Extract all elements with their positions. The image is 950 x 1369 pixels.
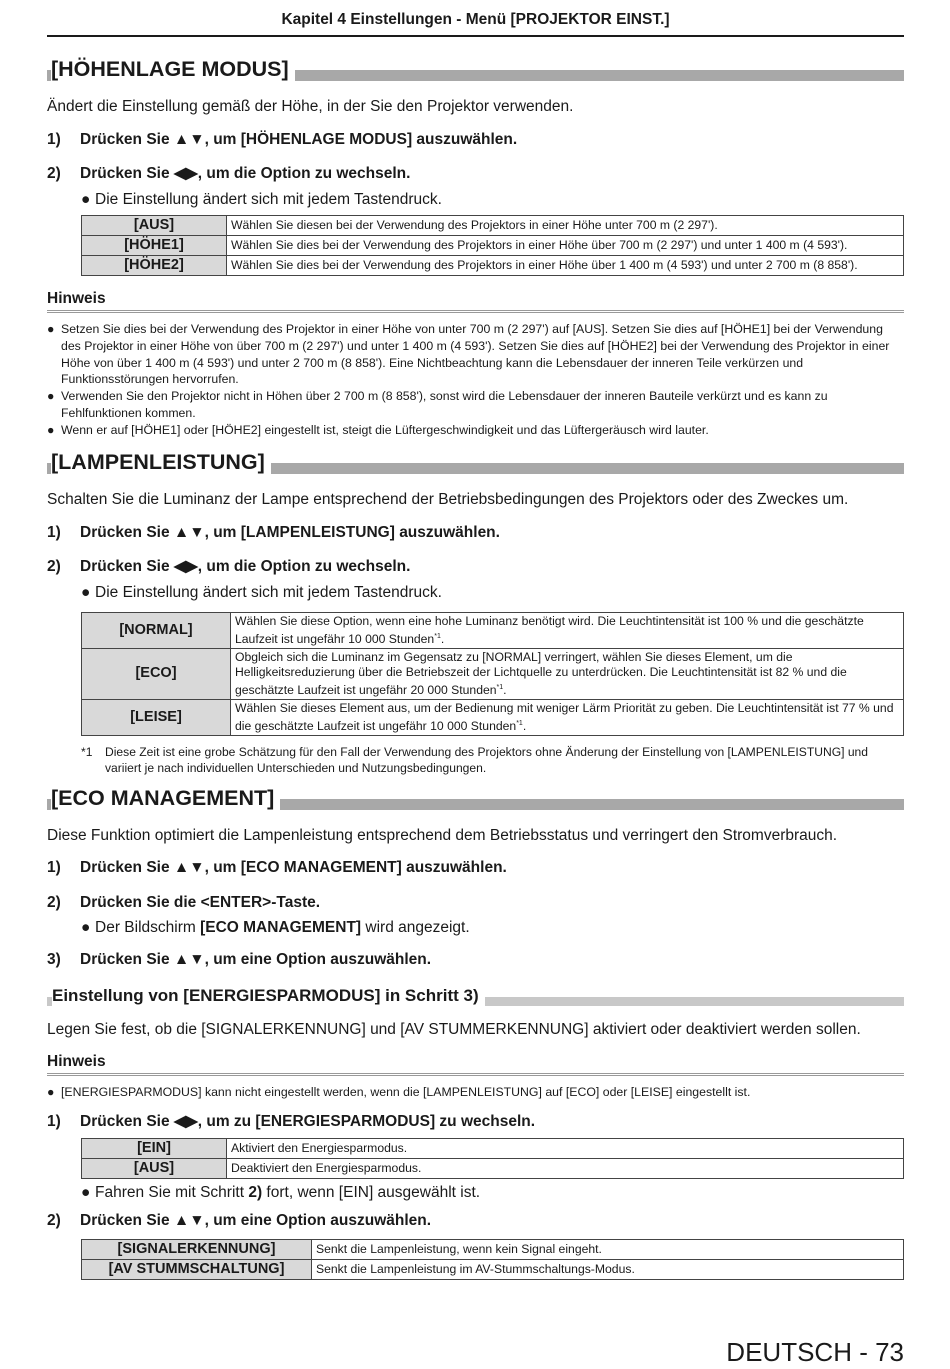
step: 1) Drücken Sie ▲▼, um [LAMPENLEISTUNG] auszuwählen.: [47, 523, 500, 541]
section-heading-lampenleistung: [LAMPENLEISTUNG]: [47, 444, 904, 478]
table-row: [HÖHE2] Wählen Sie dies bei der Verwendung des Projektors in einer Höhe über 1 400 m (4 593') und unter 2 700 m (8 858').: [82, 256, 904, 276]
section-intro: Ändert die Einstellung gemäß der Höhe, in der Sie den Projektor verwenden.: [47, 98, 574, 115]
note-heading: Hinweis: [47, 1053, 904, 1076]
section-heading-eco-management: [ECO MANAGEMENT]: [47, 780, 904, 814]
note-item: ● Wenn er auf [HÖHE1] oder [HÖHE2] eingestellt ist, steigt die Lüftergeschwindigkeit und das Lüftergeräusch wird lauter.: [47, 422, 709, 437]
table-row: [AV STUMMSCHALTUNG] Senkt die Lampenleistung im AV-Stummschaltungs-Modus.: [82, 1259, 904, 1279]
step: 2) Drücken Sie die <ENTER>-Taste.: [47, 893, 321, 911]
bullet-item: ● Der Bildschirm [ECO MANAGEMENT] wird angezeigt.: [81, 918, 470, 936]
options-table: [81, 215, 904, 276]
step: 3) Drücken Sie ▲▼, um eine Option auszuwählen.: [47, 950, 432, 968]
chapter-header: Kapitel 4 Einstellungen - Menü [PROJEKTOR EINST.]: [47, 0, 904, 37]
table-row: [HÖHE1] Wählen Sie dies bei der Verwendung des Projektors in einer Höhe über 700 m (2 297') und unter 1 400 m (4 593').: [82, 236, 904, 256]
section-intro: Schalten Sie die Luminanz der Lampe entsprechend der Betriebsbedingungen des Projektors oder des Zweckes um.: [47, 490, 849, 508]
section-heading-hoehenlage: [HÖHENLAGE MODUS]: [47, 51, 904, 85]
step: 2) Drücken Sie ◀▶, um die Option zu wechseln.: [47, 557, 411, 575]
page-number-footer: DEUTSCH - 73: [726, 1337, 904, 1367]
step: 2) Drücken Sie ◀▶, um die Option zu wechseln.: [47, 165, 411, 182]
bullet-item: ● Die Einstellung ändert sich mit jedem Tastendruck.: [81, 191, 442, 208]
table-row: [ECO] Obgleich sich die Luminanz im Gegensatz zu [NORMAL] verringert, wählen Sie dieses Element, um die Helligkeitsreduzierung über die Betriebszeit der Lichtquelle zu unterdrücken. Die Leuchtintensität ist 82 % und die geschätzte Laufzeit ist ungefähr 20 000 Stunden$^{*1}$.: [82, 648, 904, 699]
step: 1) Drücken Sie ▲▼, um [ECO MANAGEMENT] auszuwählen.: [47, 858, 507, 876]
note-item: ● Setzen Sie dies bei der Verwendung des Projektor in einer Höhe von unter 700 m (2 297') auf [AUS]. Setzen Sie dies auf [HÖHE1] bei der Verwendung des Projektor in einer Höhe von über 700 m (2 297') und unter 1 400 m (4 593'). Setzen Sie dies auf [HÖHE2] bei der Verwendung des Projektor in einer Höhe von über 1 400 m (4 593') und unter 2 700 m (8 858'). Eine Nichtbeachtung kann die Lebensdauer der inneren Teile verkürzen und Funktionsstörungen hervorrufen.: [47, 322, 890, 387]
step: 2) Drücken Sie ▲▼, um eine Option auszuwählen.: [47, 1211, 432, 1229]
note-item: ● Verwenden Sie den Projektor nicht in Höhen über 2 700 m (8 858'), sonst wird die Lebensdauer der inneren Bauteile verkürzt und es kann zu Fehlfunktionen kommen.: [47, 389, 828, 420]
subsection-intro: Legen Sie fest, ob die [SIGNALERKENNUNG] und [AV STUMMERKENNUNG] aktiviert oder deaktiviert werden sollen.: [47, 1020, 861, 1038]
page: [47, 0, 904, 1280]
table-row: [EIN] Aktiviert den Energiesparmodus.: [82, 1138, 904, 1158]
options-table: [81, 612, 904, 736]
bullet-item: ● Die Einstellung ändert sich mit jedem Tastendruck.: [81, 583, 442, 601]
step: 1) Drücken Sie ◀▶, um zu [ENERGIESPARMODUS] zu wechseln.: [47, 1112, 536, 1130]
step: 1) Drücken Sie ▲▼, um [HÖHENLAGE MODUS] auszuwählen.: [47, 131, 518, 148]
options-table: [81, 1138, 904, 1179]
table-row: [AUS] Deaktiviert den Energiesparmodus.: [82, 1158, 904, 1178]
table-row: [NORMAL] Wählen Sie diese Option, wenn eine hohe Luminanz benötigt wird. Die Leuchtintensität ist 100 % und die geschätzte Laufzeit ist ungefähr 10 000 Stunden$^{*1}$.: [82, 612, 904, 648]
table-row: [LEISE] Wählen Sie dieses Element aus, um der Bedienung mit weniger Lärm Priorität zu geben. Die Leuchtintensität ist 77 % und die geschätzte Laufzeit ist ungefähr 10 000 Stunden$^{*1}$.: [82, 699, 904, 735]
bullet-item: ● Fahren Sie mit Schritt 2) fort, wenn [EIN] ausgewählt ist.: [81, 1183, 481, 1201]
subsection-heading: Einstellung von [ENERGIESPARMODUS] in Schritt 3): [47, 982, 904, 1010]
note-list: [47, 321, 904, 439]
table-row: [SIGNALERKENNUNG] Senkt die Lampenleistung, wenn kein Signal eingeht.: [82, 1239, 904, 1259]
note-item: ● [ENERGIESPARMODUS] kann nicht eingestellt werden, wenn die [LAMPENLEISTUNG] auf [ECO] oder [LEISE] eingestellt ist.: [47, 1084, 751, 1099]
note-heading: Hinweis: [47, 290, 904, 313]
footnote: *1 Diese Zeit ist eine grobe Schätzung für den Fall der Verwendung des Projektors ohne Änderung der Einstellung von [LAMPENLEISTUNG] und variiert je nach individuellen Unterschieden und Nutzungsbedingungen.: [81, 744, 869, 775]
table-row: [AUS] Wählen Sie diesen bei der Verwendung des Projektors in einer Höhe unter 700 m (2 297').: [82, 216, 904, 236]
section-intro: Diese Funktion optimiert die Lampenleistung entsprechend dem Betriebsstatus und verringert den Stromverbrauch.: [47, 826, 838, 844]
options-table: [81, 1239, 904, 1280]
